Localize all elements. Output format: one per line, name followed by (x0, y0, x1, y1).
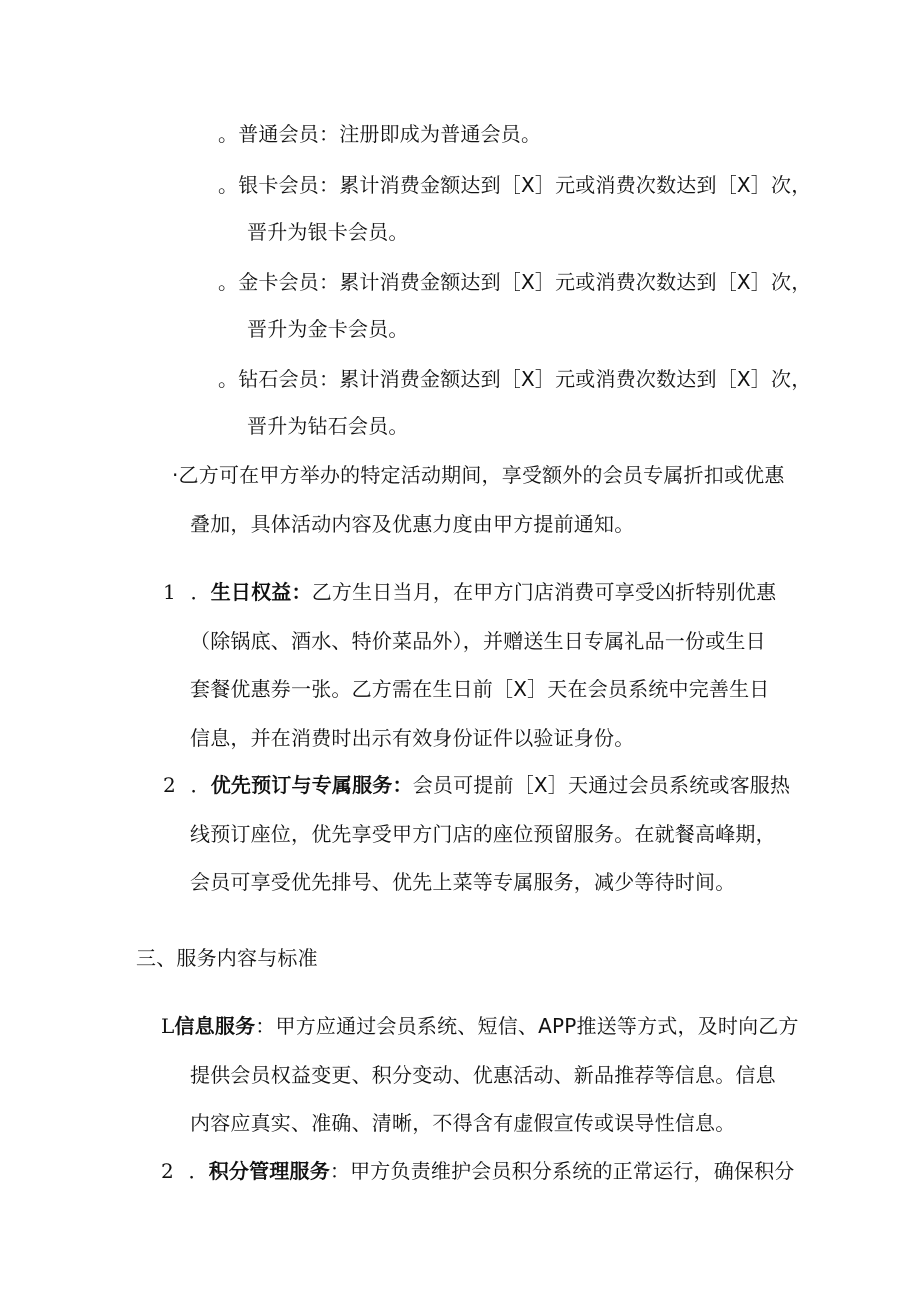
tier-item-gold: 。金卡会员：累计消费金额达到［X］元或消费次数达到［X］次， (218, 270, 812, 294)
benefit-title: 生日权益： (210, 580, 312, 604)
section-heading: 三、服务内容与标准 (136, 946, 318, 970)
benefit-text: 乙方生日当月，在甲方门店消费可享受凶折特别优惠 (311, 580, 777, 604)
benefit-birthday (163, 578, 776, 606)
tier-item-gold-cont: 晋升为金卡会员。 (247, 317, 409, 341)
service-text: ：甲方应通过会员系统、短信、APP推送等方式，及时向乙方 (255, 1014, 799, 1038)
benefit-dot: ． (190, 773, 211, 797)
tier-item-silver: 。银卡会员：累计消费金额达到［X］元或消费次数达到［X］次， (218, 173, 812, 197)
service-information-cont-2: 内容应真实、准确、清晰，不得含有虚假宣传或误导性信息。 (190, 1111, 736, 1135)
service-information-cont-1: 提供会员权益变更、积分变动、优惠活动、新品推荐等信息。信息 (190, 1063, 776, 1087)
benefit-birthday-cont-2: 套餐优惠券一张。乙方需在生日前［X］天在会员系统中完善生日 (190, 677, 770, 701)
tier-item-diamond: 。钻石会员：累计消费金额达到［X］元或消费次数达到［X］次， (218, 367, 812, 391)
benefit-number: 1 (163, 580, 176, 604)
benefit-title: 优先预订与专属服务： (210, 773, 413, 797)
service-points (161, 1157, 795, 1185)
benefit-priority-cont-2: 会员可享受优先排号、优先上菜等专属服务，减少等待时间。 (190, 870, 736, 894)
benefit-dot: ． (190, 580, 211, 604)
activity-paragraph-cont: 叠加，具体活动内容及优惠力度由甲方提前通知。 (190, 512, 635, 536)
service-text: ：甲方负责维护会员积分系统的正常运行，确保积分 (329, 1159, 795, 1183)
tier-item-silver-cont: 晋升为银卡会员。 (247, 220, 409, 244)
benefit-priority-cont-1: 线预订座位，优先享受甲方门店的座位预留服务。在就餐高峰期， (190, 822, 776, 846)
tier-item-diamond-cont: 晋升为钻石会员。 (247, 414, 409, 438)
benefit-priority (163, 771, 790, 799)
service-number: 2 (161, 1159, 174, 1183)
benefit-birthday-cont-3: 信息，并在消费时出示有效身份证件以验证身份。 (190, 726, 635, 750)
benefit-text: 会员可提前［X］天通过会员系统或客服热 (412, 773, 791, 797)
service-title: 积分管理服务 (208, 1159, 330, 1183)
service-number: L (161, 1014, 175, 1038)
service-dot: ． (188, 1159, 209, 1183)
service-title: 信息服务 (174, 1014, 256, 1038)
benefit-number: 2 (163, 773, 176, 797)
activity-paragraph: ·乙方可在甲方举办的特定活动期间，享受额外的会员专属折扣或优惠 (172, 463, 785, 487)
service-information (161, 1012, 799, 1040)
benefit-birthday-cont-1: （除锅底、酒水、特价菜品外），并赠送生日专属礼品一份或生日 (190, 629, 766, 653)
tier-item-ordinary: 。普通会员：注册即成为普通会员。 (218, 122, 542, 146)
